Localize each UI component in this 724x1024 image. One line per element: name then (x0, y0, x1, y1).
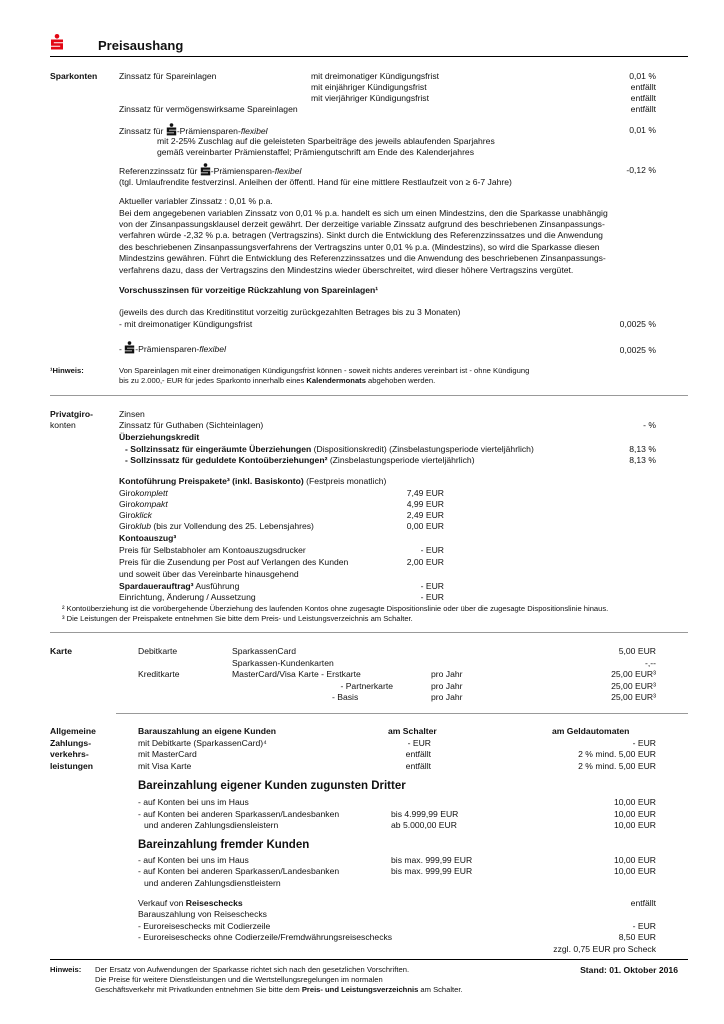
zinsen-label: Zinsen (119, 409, 145, 419)
rs-row-value: - EUR (632, 921, 656, 931)
section-label-giro: Privatgiro- (50, 409, 93, 419)
vwl-value: entfällt (630, 104, 656, 114)
kk-row-per: pro Jahr (431, 692, 463, 702)
sparkasse-logo-icon (50, 34, 64, 50)
footer-rule (50, 959, 688, 960)
verkauf-pre: Verkauf von (138, 898, 186, 908)
ka-text: und soweit über das Vereinbarte hinausgehend (119, 569, 299, 579)
rs-row-value: zzgl. 0,75 EUR pro Scheck (553, 944, 656, 954)
divider (50, 632, 688, 633)
sparkasse-s-icon (200, 163, 211, 176)
einzahlung-fremd-title: Bareinzahlung fremder Kunden (138, 839, 310, 851)
aktuell-line: Aktueller variabler Zinssatz : 0,01 % p.a. (119, 196, 273, 206)
vwl-text: Zinssatz für vermögenswirksame Spareinlagen (119, 104, 298, 114)
divider (50, 395, 688, 396)
soll2-value: 8,13 % (629, 455, 656, 465)
soll2-normal: (Zinsbelastungsperiode vierteljährlich) (327, 455, 475, 465)
kk-row-name: - Basis (332, 692, 359, 702)
verkauf-line (138, 898, 243, 909)
ed-row-text: und anderen Zahlungsdiensleistern (144, 820, 279, 830)
kf-row-value: entfällt (630, 93, 656, 103)
footer-line3a: Geschäftsverkehr mit Privatkunden entnehmen Sie bitte dem (95, 985, 302, 994)
aktuell-line: Mindestzins gewähren. Führt die Entwicklung des Referenzzinssatzes und die Anwendung des beschriebenen Zinsanpassungs- (119, 253, 606, 263)
bar-row-text: mit Visa Karte (138, 761, 192, 771)
paket-pre: Giro (119, 499, 136, 509)
kk-row-value: 25,00 EUR³ (611, 669, 656, 679)
bar-row-text: mit Debitkarte (SparkassenCard)⁴ (138, 738, 267, 748)
praemie-line (119, 123, 268, 137)
paket-pre: Giro (119, 488, 136, 498)
divider (116, 713, 688, 714)
section-label-giro-2: konten (50, 420, 76, 430)
section-label-zv: leistungen (50, 761, 93, 771)
section-label-zv: verkehrs- (50, 749, 89, 759)
paket-value: 7,49 EUR (406, 488, 444, 498)
soll1-normal: (Dispositionskredit) (Zinsbelastungsperiode vierteljährlich) (311, 444, 534, 454)
section-label-sparkonten: Sparkonten (50, 71, 98, 81)
kk-row-per: pro Jahr (431, 669, 463, 679)
paket-pre: Giro (119, 521, 136, 531)
paket-pre: Giro (119, 510, 136, 520)
aktuell-line: des beschriebenen Zinsanpassungsverfahrens der Vertragszins unter 0,01 % p.a. (Mindestzins), so wird die Sparkasse diesen (119, 242, 600, 252)
hinweis-line2c: abgehoben werden. (365, 376, 436, 385)
page-title: Preisaushang (98, 38, 184, 53)
paket-value: 2,49 EUR (406, 510, 444, 520)
section-label-zv: Zahlungs- (50, 738, 92, 748)
rs-row-text: - Euroreiseschecks ohne Codierzeile/Fremdwährungsreiseschecks (138, 932, 393, 942)
footer-line2: Die Preise für weitere Dienstleistungen und die Wertstellungsregelungen im normalen (95, 975, 383, 984)
pakete-title-bold: Kontoführung Preispakete³ (inkl. Basiskonto) (119, 476, 304, 486)
ef-row-text: - auf Konten bei uns im Haus (138, 855, 249, 865)
vorschuss-value1: 0,0025 % (619, 319, 656, 329)
paket-value: 4,99 EUR (406, 499, 444, 509)
vorschuss-value2: 0,0025 % (619, 345, 656, 355)
paket-name (119, 499, 168, 510)
kf-row-text: mit einjähriger Kündigungsfrist (311, 82, 427, 92)
footer-hinweis-label: Hinweis: (50, 965, 82, 974)
hinweis-line2 (119, 376, 435, 385)
rs-row-text: - Euroreiseschecks mit Codierzeile (138, 921, 271, 931)
paket-post: (bis zur Vollendung des 25. Lebensjahres) (151, 521, 314, 531)
dauer-bold: Spardauerauftrag³ (119, 581, 194, 591)
hinweis-label: ¹Hinweis: (50, 366, 84, 375)
hinweis-line1: Von Spareinlagen mit einer dreimonatigen Kündigungsfrist können - soweit nichts anderes vereinbart ist - ohne Kündigung (119, 366, 530, 375)
einricht-text: Einrichtung, Änderung / Aussetzung (119, 592, 256, 602)
sparkasse-s-icon (166, 123, 177, 136)
ef-row-text: und anderen Zahlungsdienstleistern (144, 878, 281, 888)
kk-row-value: 25,00 EUR³ (611, 681, 656, 691)
ef-row-value: 10,00 EUR (613, 866, 656, 876)
kk-row-name: MasterCard/Visa Karte - Erstkarte (232, 669, 361, 679)
referenz-prefix: Referenzzinssatz für (119, 166, 200, 176)
soll2 (125, 455, 475, 466)
footer-line3 (95, 985, 463, 994)
kontoauszug-title: Kontoauszug³ (119, 533, 177, 543)
footer-line1: Der Ersatz von Aufwendungen der Sparkasse richtet sich nach den gesetzlichen Vorschriften. (95, 965, 410, 974)
kreditkarte-label: Kreditkarte (138, 669, 180, 679)
kundenkarten-label: Sparkassen-Kundenkarten (232, 658, 334, 668)
bar-row-schalter: entfällt (405, 749, 431, 759)
ka-text: Preis für Selbstabholer am Kontoauszugsdrucker (119, 545, 306, 555)
footnote-2: ² Kontoüberziehung ist die vorübergehende Überziehung des laufenden Kontos ohne zugesagte Dispositionslinie oder über die zugesagte Dispositionslinie hinaus. (62, 604, 609, 613)
vorschuss-praemie-name: -Prämiensparen- (135, 344, 200, 354)
kf-row-text: mit vierjähriger Kündigungsfrist (311, 93, 429, 103)
referenz-name: -Prämiensparen- (210, 166, 275, 176)
paket-value: 0,00 EUR (406, 521, 444, 531)
ed-row-text: - auf Konten bei anderen Sparkassen/Landesbanken (138, 809, 340, 819)
sparkassencard-label: SparkassenCard (232, 646, 297, 656)
header-rule (50, 56, 688, 57)
aktuell-line: von der Zinsanpassungsklausel derzeit gewährt. Der derzeitige variable Zinssatz aufgrund des beschriebenen Zinsanpassungs- (119, 219, 605, 229)
guthaben-value: - % (643, 420, 656, 430)
kf-row-text: mit dreimonatiger Kündigungsfrist (311, 71, 440, 81)
sparkasse-s-icon (124, 341, 135, 354)
paket-italic: klick (135, 510, 152, 520)
debitkarte-label: Debitkarte (138, 646, 178, 656)
hinweis-line2a: bis zu 2.000,- EUR für jedes Sparkonto innerhalb eines (119, 376, 307, 385)
bar-row-schalter: - EUR (407, 738, 431, 748)
paket-italic: klub (135, 521, 152, 531)
referenz-value: -0,12 % (626, 165, 656, 175)
einzahlung-dritte-title: Bareinzahlung eigener Kunden zugunsten Dritter (138, 780, 406, 792)
bar-row-geld: 2 % mind. 5,00 EUR (578, 761, 656, 771)
ed-row-mid: ab 5.000,00 EUR (391, 820, 457, 830)
kundenkarten-value: -,-- (645, 658, 656, 668)
section-label-karte: Karte (50, 646, 72, 656)
ed-row-text: - auf Konten bei uns im Haus (138, 797, 249, 807)
referenz-line (119, 163, 301, 177)
ueberziehung-title: Überziehungskredit (119, 432, 200, 442)
dauer (119, 581, 239, 592)
kk-row-name: - Partnerkarte (340, 681, 393, 691)
bar-row-text: mit MasterCard (138, 749, 197, 759)
ef-row-text: - auf Konten bei anderen Sparkassen/Landesbanken (138, 866, 340, 876)
ka-value: - EUR (420, 545, 444, 555)
hinweis-line2b: Kalendermonats (306, 376, 366, 385)
kk-row-per: pro Jahr (431, 681, 463, 691)
vorschuss-line2: - mit dreimonatiger Kündigungsfrist (119, 319, 253, 329)
barausz-rs: Barauszahlung von Reiseschecks (138, 909, 267, 919)
zinssatz-spareinlagen-label: Zinssatz für Spareinlagen (119, 71, 217, 81)
soll1-value: 8,13 % (629, 444, 656, 454)
bar-row-schalter: entfällt (405, 761, 431, 771)
pakete-title-normal: (Festpreis monatlich) (303, 476, 387, 486)
soll2-bold: - Sollzinssatz für geduldete Kontoüberziehungen² (125, 455, 328, 465)
stand-date: Stand: 01. Oktober 2016 (580, 965, 678, 975)
ed-row-value: 10,00 EUR (613, 797, 656, 807)
aktuell-line: verfahrens dazu, dass der Vertragszins den Mindestzins wieder überschreitet, wird dieser höhere Vertragszins vergütet. (119, 265, 574, 275)
ka-value: 2,00 EUR (406, 557, 444, 567)
ef-row-mid: bis max. 999,99 EUR (391, 866, 473, 876)
referenz-italic: flexibel (274, 166, 302, 176)
ed-row-mid: bis 4.999,99 EUR (391, 809, 459, 819)
praemie-prefix: Zinssatz für (119, 126, 166, 136)
referenz-line2: (tgl. Umlaufrendite festverzinsl. Anleihen der öffentl. Hand für eine mittlere Restlaufzeit von ≥ 6-7 Jahre) (119, 177, 512, 187)
praemie-name: -Prämiensparen- (176, 126, 241, 136)
praemie-value: 0,01 % (629, 125, 656, 135)
ef-row-mid: bis max. 999,99 EUR (391, 855, 473, 865)
sparkassencard-value: 5,00 EUR (618, 646, 656, 656)
rs-row-value: 8,50 EUR (618, 932, 656, 942)
paket-italic: komplett (135, 488, 168, 498)
vorschuss-praemie-italic: flexibel (199, 344, 227, 354)
guthaben-text: Zinssatz für Guthaben (Sichteinlagen) (119, 420, 264, 430)
kf-row-value: 0,01 % (629, 71, 656, 81)
ed-row-value: 10,00 EUR (613, 820, 656, 830)
aktuell-line: Bei dem angegebenen variablen Zinssatz von 0,01 % p.a. handelt es sich um einen Mindestzins, den die Sparkasse unabhängig (119, 208, 608, 218)
praemie-line3: gemäß vereinbarter Prämienstaffel; Prämiengutschrift am Ende des Kalenderjahres (157, 147, 475, 157)
footer-line3b: Preis- und Leistungsverzeichnis (301, 985, 419, 994)
paket-italic: kompakt (135, 499, 168, 509)
aktuell-line: verfahren würde -2,32 % p.a. betragen (Vertragszins). Sinkt durch die Entwicklung des Referenzzinssatzes und die Anwendung (119, 230, 603, 240)
bar-title: Barauszahlung an eigene Kunden (138, 726, 276, 736)
pakete-title (119, 476, 386, 487)
dauer-normal: Ausführung (193, 581, 240, 591)
bar-row-geld: - EUR (632, 738, 656, 748)
paket-name (119, 521, 314, 532)
kk-row-value: 25,00 EUR³ (611, 692, 656, 702)
dauer-value: - EUR (420, 581, 444, 591)
footer-line3c: am Schalter. (418, 985, 463, 994)
col-schalter: am Schalter (388, 726, 437, 736)
ed-row-value: 10,00 EUR (613, 809, 656, 819)
vorschuss-praemie-prefix: - (119, 344, 125, 354)
einricht-value: - EUR (420, 592, 444, 602)
paket-name (119, 510, 152, 521)
bar-row-geld: 2 % mind. 5,00 EUR (578, 749, 656, 759)
verkauf-value: entfällt (630, 898, 656, 908)
paket-name (119, 488, 168, 499)
ka-text: Preis für die Zusendung per Post auf Verlangen des Kunden (119, 557, 349, 567)
verkauf-bold: Reiseschecks (185, 898, 243, 908)
praemie-line2: mit 2-25% Zuschlag auf die geleisteten Sparbeiträge des jeweils ablaufenden Sparjahres (157, 136, 495, 146)
footnote-3: ³ Die Leistungen der Preispakete entnehmen Sie bitte dem Preis- und Leistungsverzeichnis am Schalter. (62, 614, 413, 623)
vorschuss-line1: (jeweils des durch das Kreditinstitut vorzeitig zurückgezahlten Betrages bis zu 3 Monaten) (119, 307, 461, 317)
kf-row-value: entfällt (630, 82, 656, 92)
vorschuss-title: Vorschusszinsen für vorzeitige Rückzahlung von Spareinlagen¹ (119, 285, 379, 295)
praemie-italic: flexibel (240, 126, 268, 136)
ef-row-value: 10,00 EUR (613, 855, 656, 865)
soll1 (125, 444, 534, 455)
section-label-zv: Allgemeine (50, 726, 96, 736)
vorschuss-praemie-line (119, 341, 226, 355)
soll1-bold: - Sollzinssatz für eingeräumte Überziehungen (125, 444, 312, 454)
col-geldautomat: am Geldautomaten (552, 726, 630, 736)
